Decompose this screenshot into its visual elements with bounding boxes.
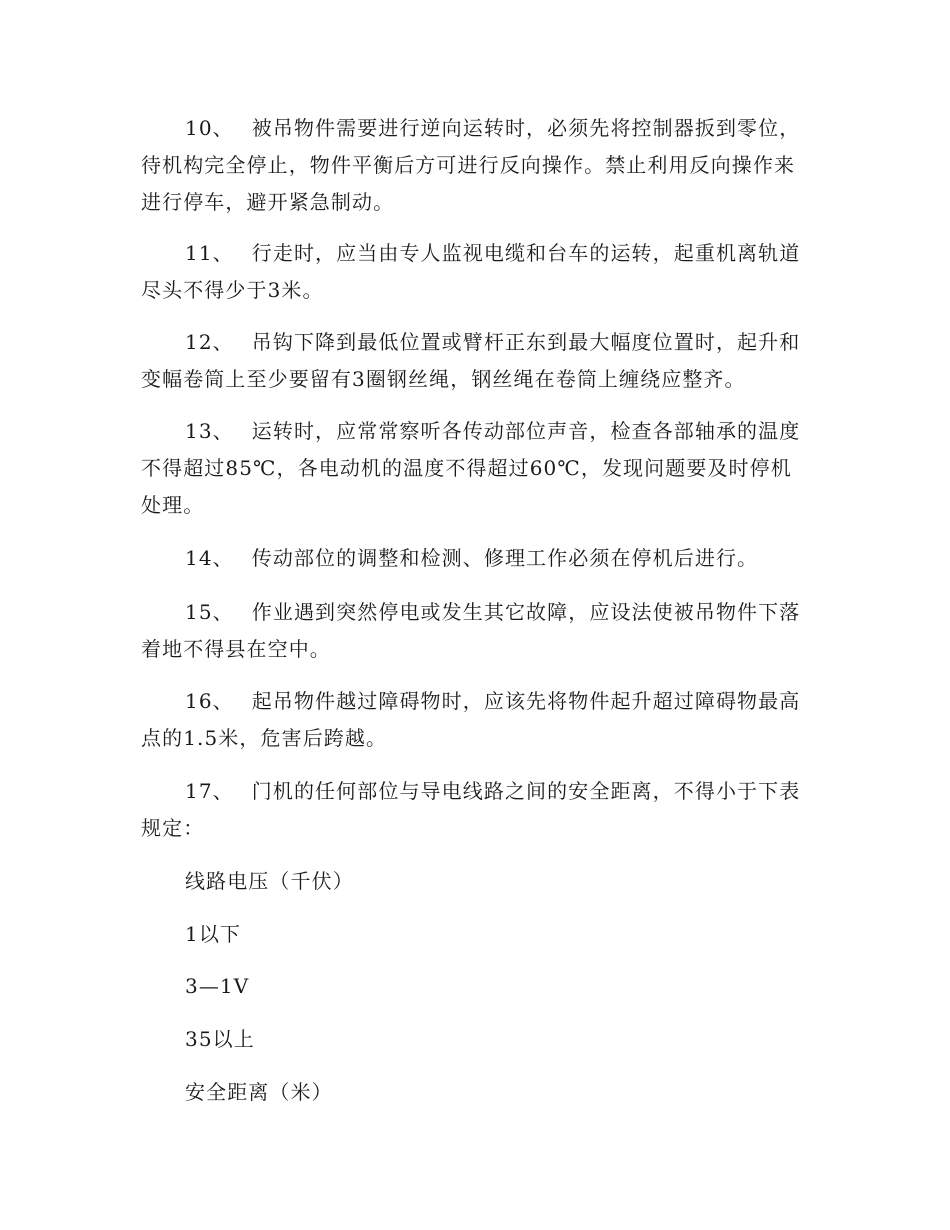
paragraph-17 [141,773,806,847]
paragraph-text: 被吊物件需要进行逆向运转时，必须先将控制器扳到零位，待机构完全停止，物件平衡后方可进行反向操作。禁止利用反向操作来进行停车，避开紧急制动。 [141,116,801,214]
paragraph-number: 17、 [185,779,234,803]
paragraph-number: 15、 [185,600,234,624]
paragraph-16 [141,683,806,757]
table-line-voltage-header: 线路电压（千伏） [185,869,354,893]
paragraph-13 [141,413,806,524]
paragraph-text: 起吊物件越过障碍物时，应该先将物件起升超过障碍物最高点的1.5米，危害后跨越。 [141,689,801,750]
table-line-below-1: 1以下 [185,922,242,946]
paragraph-text: 作业遇到突然停电或发生其它故障，应设法使被吊物件下落着地不得县在空中。 [141,600,801,661]
paragraph-number: 14、 [185,546,234,570]
paragraph-number: 10、 [185,116,234,140]
paragraph-text: 运转时，应常常察听各传动部位声音，检查各部轴承的温度不得超过85℃，各电动机的温度不得超过60℃，发现问题要及时停机处理。 [141,419,801,517]
paragraph-11 [141,235,806,309]
paragraph-text: 吊钩下降到最低位置或臂杆正东到最大幅度位置时，起升和变幅卷筒上至少要留有3圈钢丝绳，钢丝绳在卷筒上缠绕应整齐。 [141,330,801,391]
paragraph-text: 行走时，应当由专人监视电缆和台车的运转，起重机离轨道尽头不得少于3米。 [141,241,801,302]
paragraph-14 [141,540,806,577]
paragraph-number: 12、 [185,330,234,354]
table-line-safety-distance-header: 安全距离（米） [185,1080,333,1104]
table-line-3-1v: 3—1V [185,974,250,998]
paragraph-text: 传动部位的调整和检测、修理工作必须在停机后进行。 [251,546,759,570]
paragraph-15 [141,594,806,668]
paragraph-12 [141,324,806,398]
paragraph-10 [141,110,806,221]
table-line-35-above: 35以上 [185,1027,255,1051]
paragraph-number: 11、 [185,241,234,265]
paragraph-number: 16、 [185,689,234,713]
paragraph-number: 13、 [185,419,234,443]
paragraph-text: 门机的任何部位与导电线路之间的安全距离，不得小于下表规定： [141,779,801,840]
